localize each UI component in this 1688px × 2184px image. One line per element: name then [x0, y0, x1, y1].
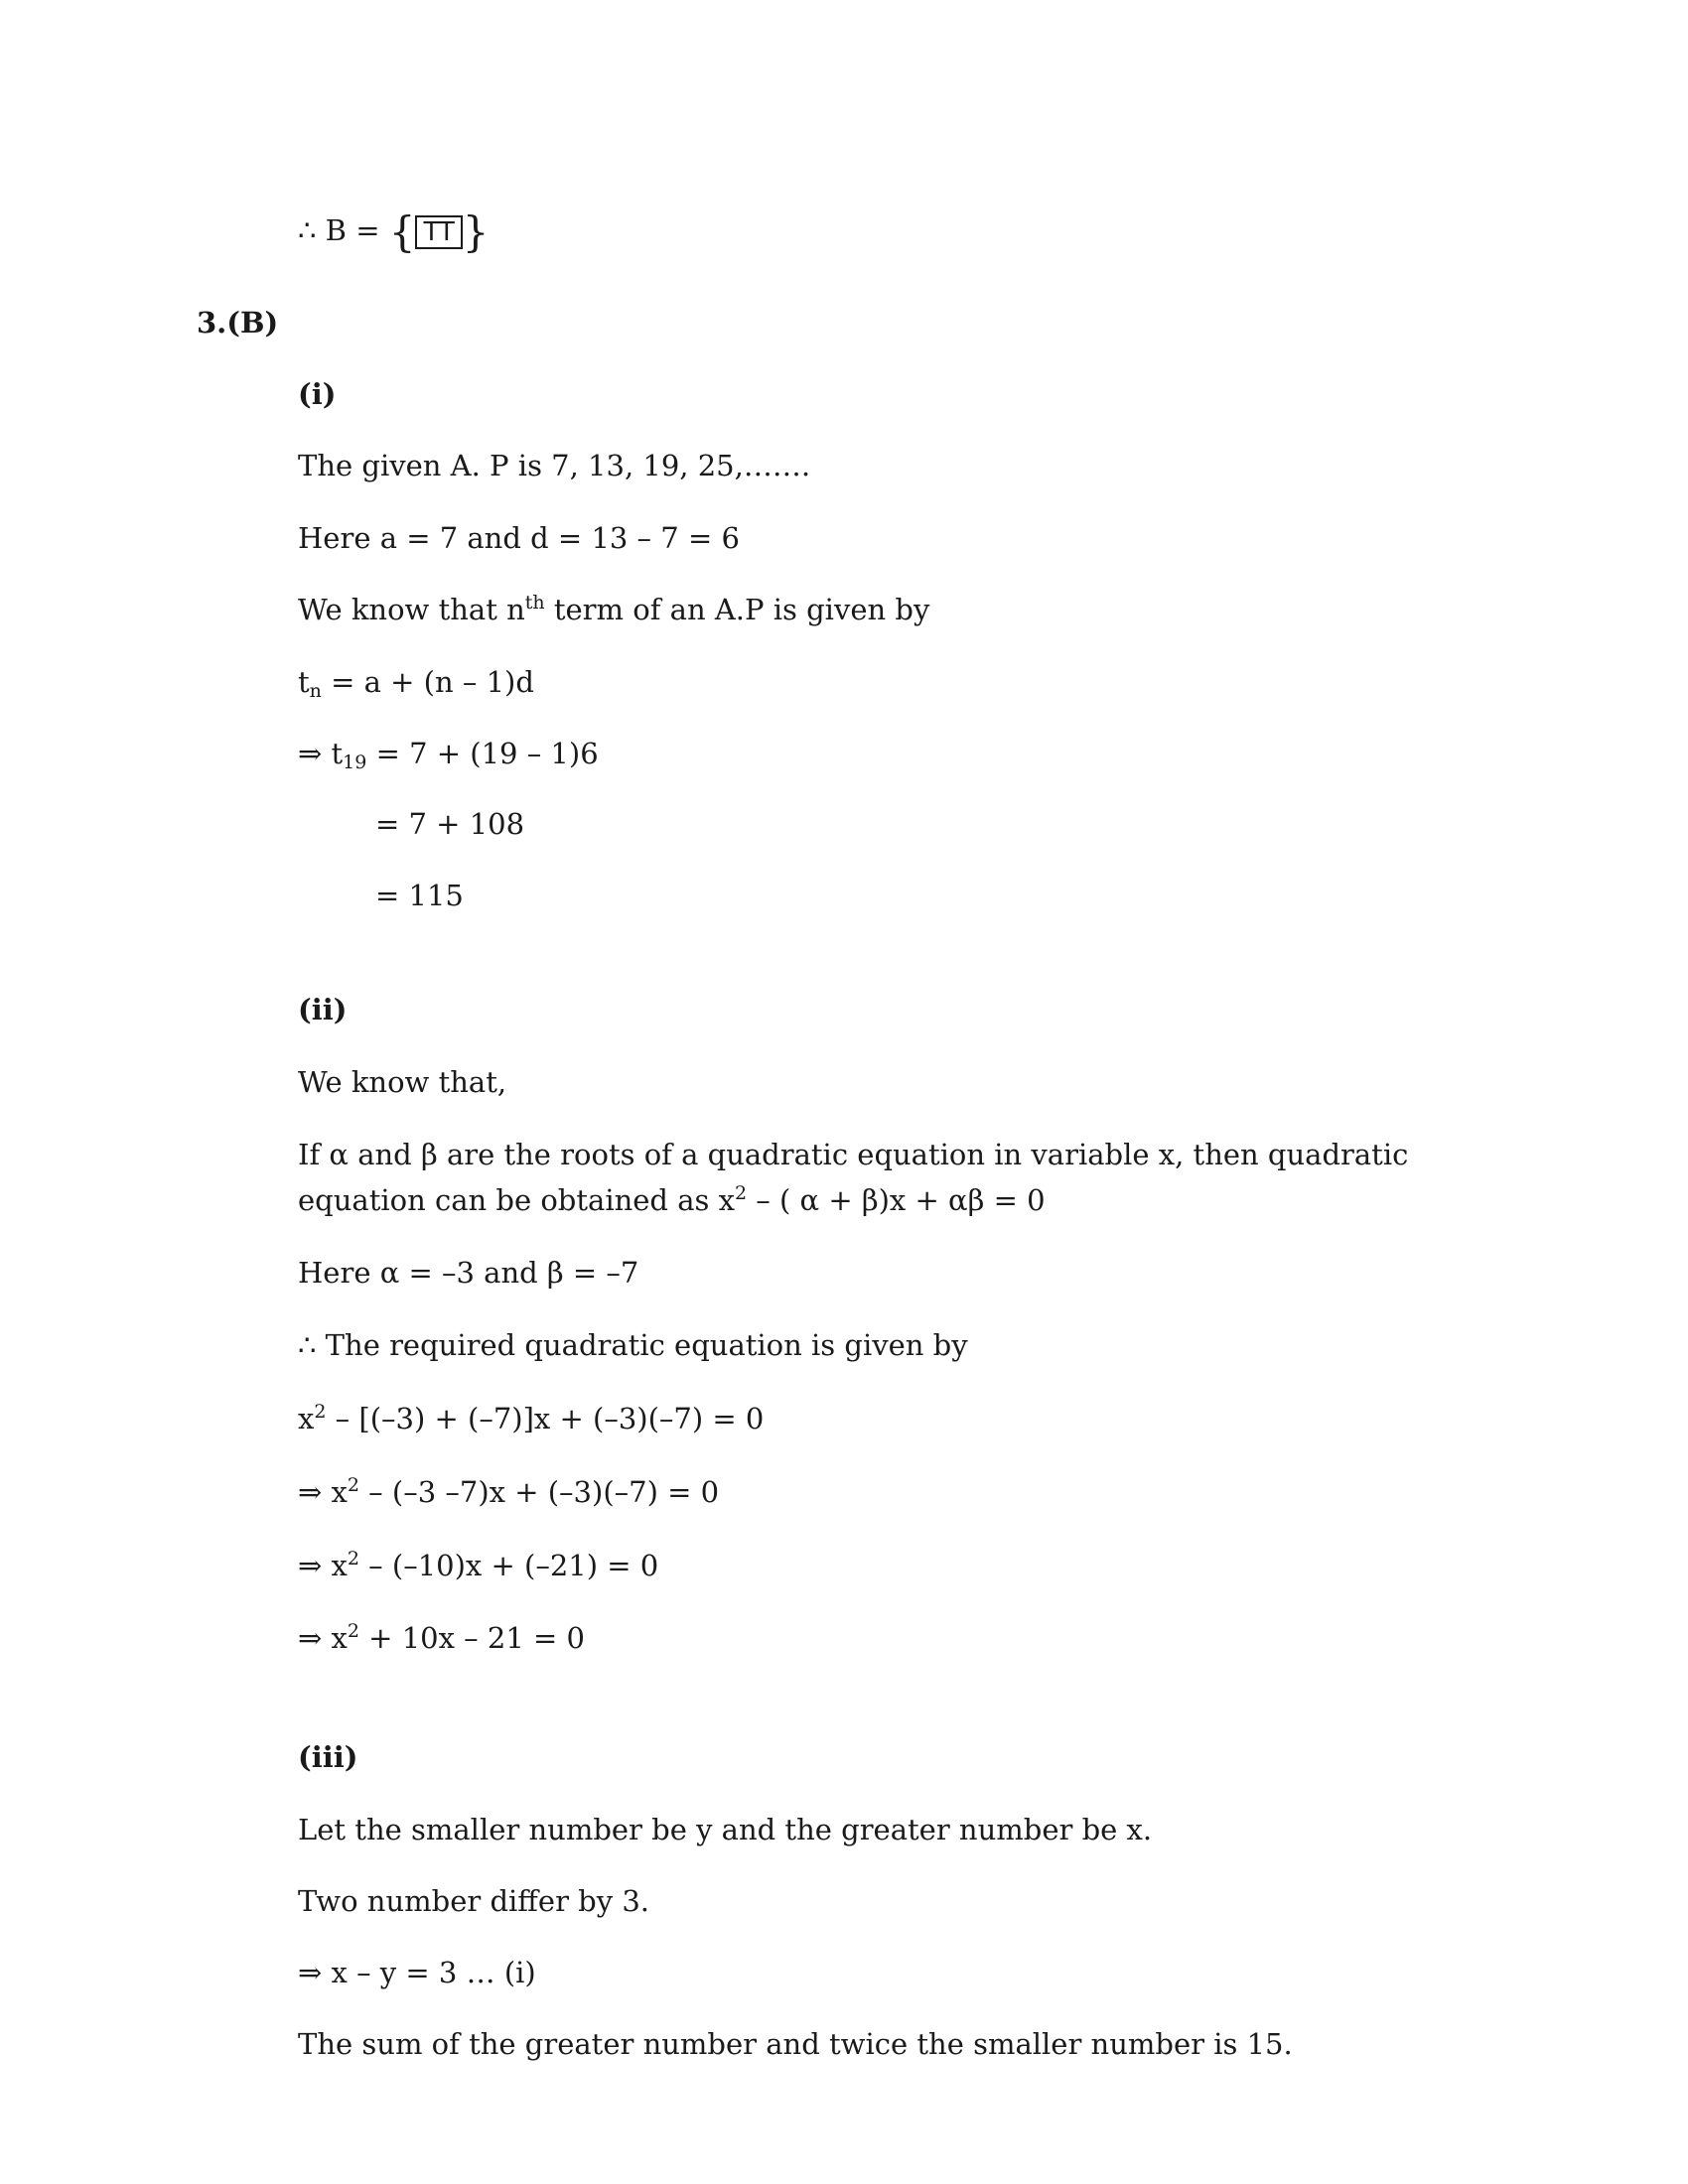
part-ii-line-3-text: equation can be obtained as x [298, 1183, 735, 1217]
implies-x: ⇒ x [298, 1549, 348, 1582]
part-i-line-3 [298, 590, 929, 629]
superscript: th [524, 592, 545, 614]
close-brace: } [462, 207, 490, 256]
superscript: 2 [734, 1182, 748, 1204]
part-iii-line-2: Two number differ by 3. [298, 1884, 649, 1918]
implies-t: ⇒ t [298, 737, 344, 770]
part-i-label: (i) [298, 377, 337, 411]
subscript: n [309, 680, 322, 702]
part-i-line-5 [298, 734, 599, 773]
part-i-line-4 [298, 662, 534, 702]
implies-x: ⇒ x [298, 1475, 348, 1509]
part-ii-line-8 [298, 1546, 658, 1585]
superscript: 2 [347, 1474, 359, 1496]
implies-x: ⇒ x [298, 1621, 348, 1655]
part-iii-label: (iii) [298, 1740, 358, 1774]
superscript: 2 [347, 1548, 359, 1570]
part-i-line-3-text: We know that n [298, 593, 525, 626]
part-ii-line-1: We know that, [298, 1065, 507, 1099]
part-i-line-1: The given A. P is 7, 13, 19, 25,……. [298, 449, 811, 482]
boxed-element: TT [415, 215, 462, 249]
part-ii-line-3-rest: – ( α + β)x + αβ = 0 [747, 1183, 1046, 1217]
open-brace: { [388, 207, 416, 256]
part-ii-line-7 [298, 1472, 719, 1512]
part-ii-line-9-rest: + 10x – 21 = 0 [358, 1621, 585, 1655]
question-heading: 3.(B) [197, 306, 279, 340]
part-ii-line-4: Here α = –3 and β = –7 [298, 1256, 639, 1290]
part-ii-line-7-rest: – (–3 –7)x + (–3)(–7) = 0 [358, 1475, 720, 1509]
part-i-line-3-rest: term of an A.P is given by [544, 593, 930, 626]
part-ii-line-9 [298, 1618, 585, 1658]
part-i-line-4-rest: = a + (n – 1)d [321, 665, 534, 699]
set-b-lhs: B = [325, 213, 380, 247]
part-ii-label: (ii) [298, 993, 348, 1026]
therefore-symbol: ∴ [298, 213, 317, 247]
part-iii-line-1: Let the smaller number be y and the greater number be x. [298, 1813, 1153, 1846]
part-ii-line-6-rest: – [(–3) + (–7)]x + (–3)(–7) = 0 [326, 1402, 765, 1435]
part-i-line-2: Here a = 7 and d = 13 – 7 = 6 [298, 521, 740, 555]
part-i-line-6: = 7 + 108 [375, 807, 525, 841]
part-i-line-7: = 115 [375, 879, 464, 912]
superscript: 2 [314, 1401, 327, 1423]
part-ii-line-6 [298, 1399, 764, 1438]
part-ii-line-2: If α and β are the roots of a quadratic equation in variable x, then quadratic [298, 1138, 1409, 1171]
part-ii-line-8-rest: – (–10)x + (–21) = 0 [358, 1549, 659, 1582]
subscript: 19 [343, 751, 367, 773]
part-ii-line-5: ∴ The required quadratic equation is given by [298, 1328, 968, 1362]
x-symbol: x [298, 1402, 315, 1435]
part-i-line-5-rest: = 7 + (19 – 1)6 [366, 737, 599, 770]
set-b-result [298, 207, 490, 256]
part-iii-line-3: ⇒ x – y = 3 … (i) [298, 1956, 536, 1989]
t-symbol: t [298, 665, 310, 699]
part-iii-line-4: The sum of the greater number and twice the smaller number is 15. [298, 2027, 1293, 2061]
superscript: 2 [347, 1620, 359, 1642]
part-ii-line-3 [298, 1180, 1046, 1220]
